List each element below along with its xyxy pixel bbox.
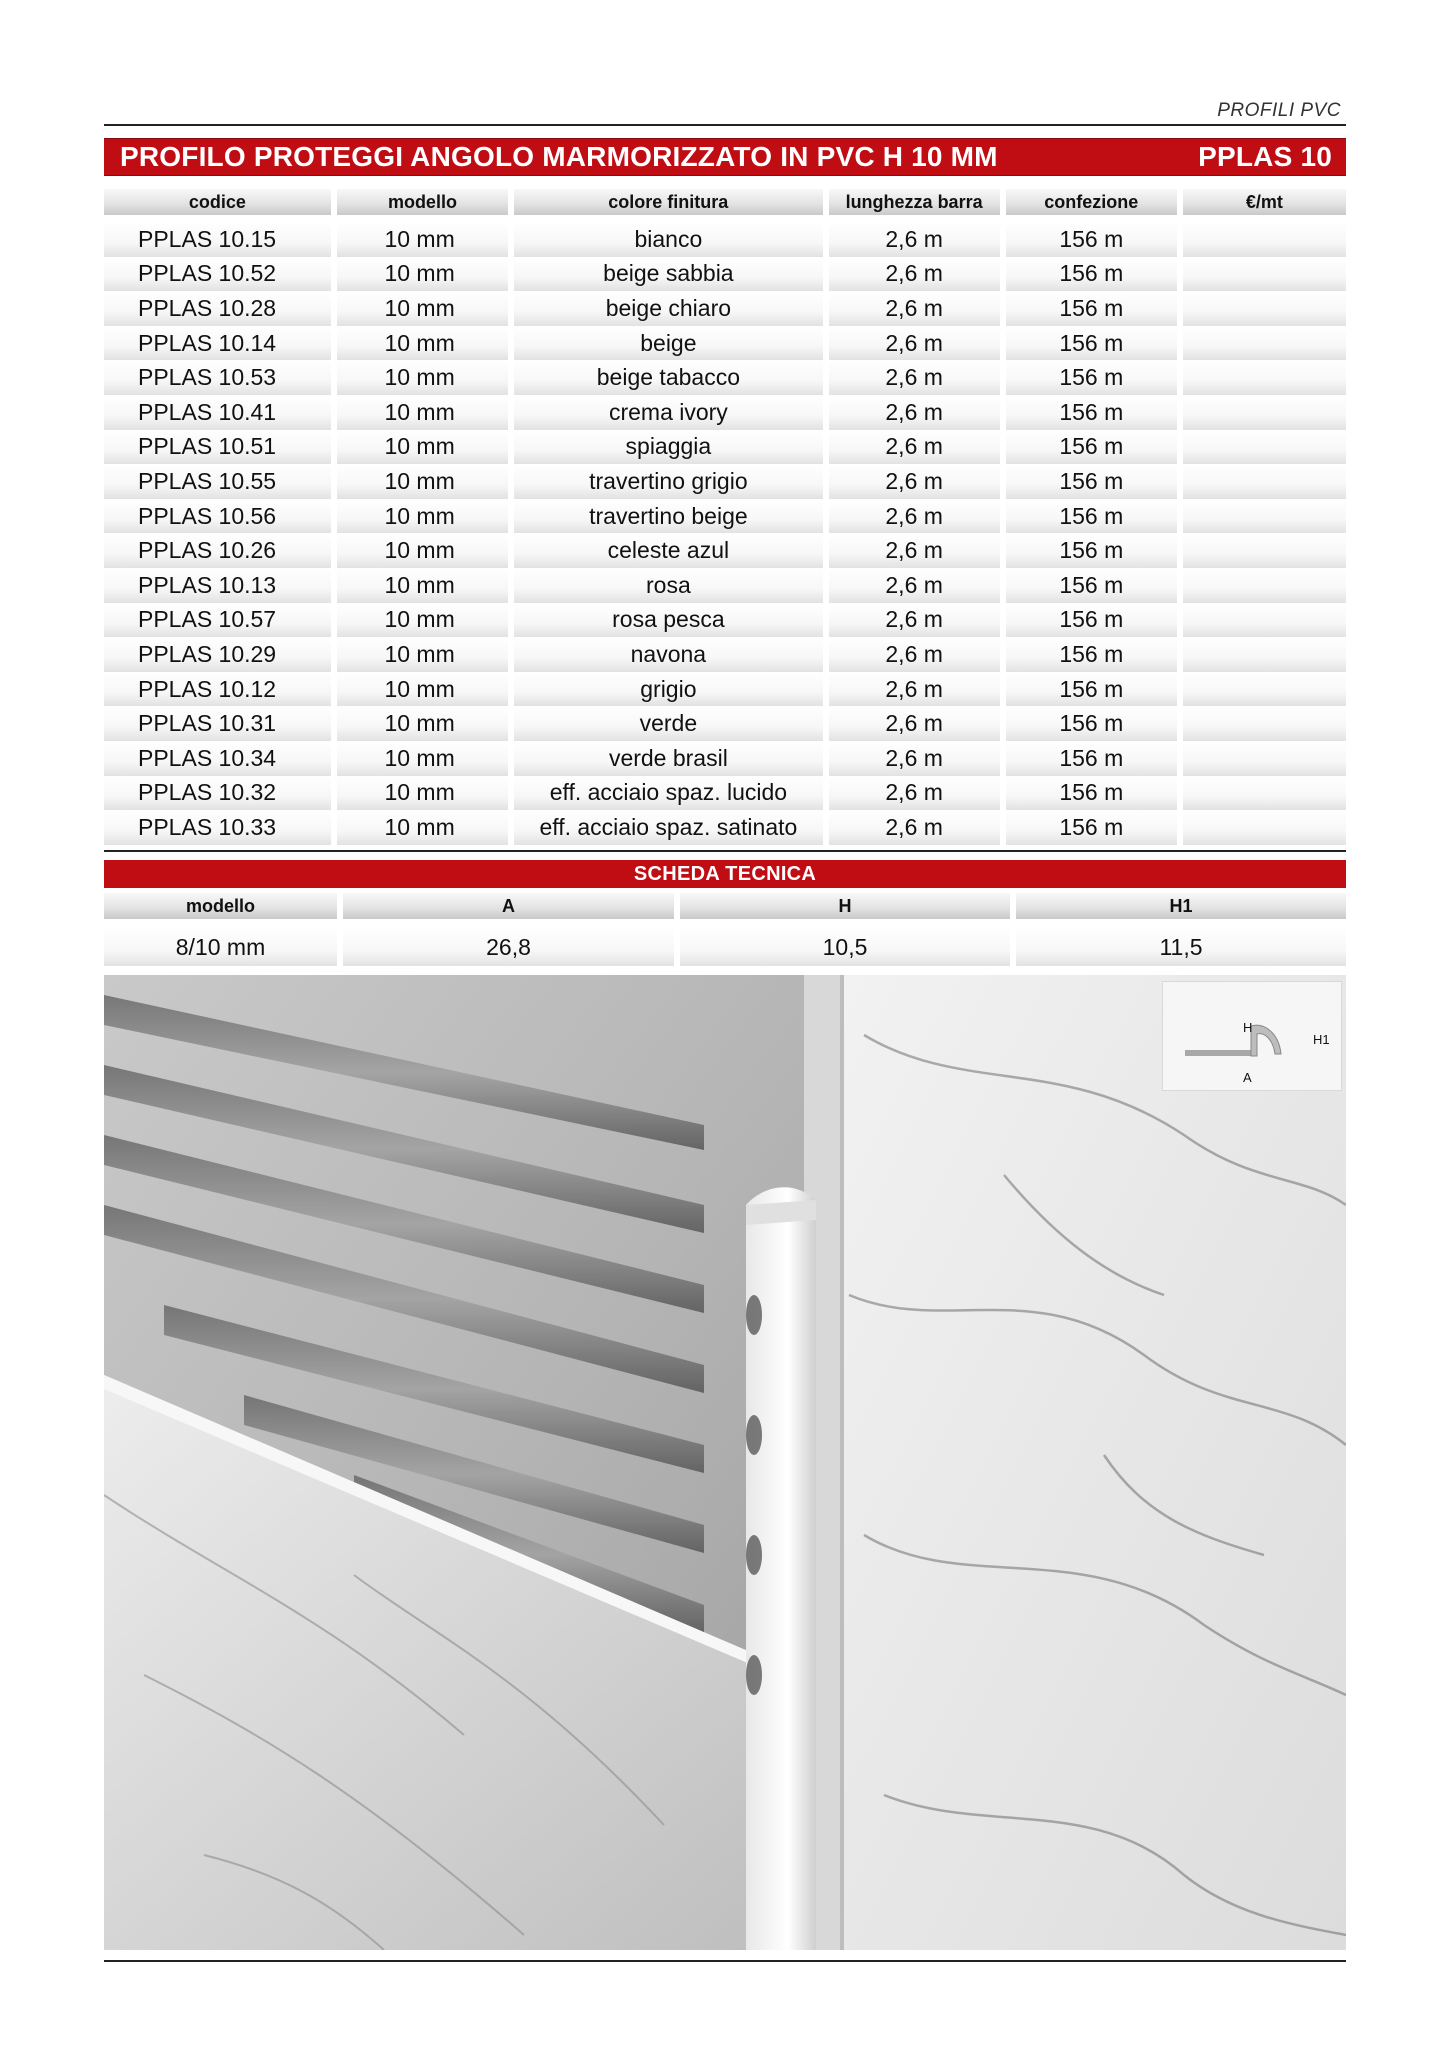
cell-confezione: 156 m bbox=[1006, 706, 1177, 741]
cell-modello: 10 mm bbox=[337, 706, 508, 741]
cell-colore: rosa pesca bbox=[514, 603, 822, 638]
cell-colore: eff. acciaio spaz. lucido bbox=[514, 776, 822, 811]
cell-colore: bianco bbox=[514, 222, 822, 257]
table-row bbox=[104, 464, 1346, 499]
product-title-bar bbox=[104, 138, 1346, 176]
cell-modello: 10 mm bbox=[337, 464, 508, 499]
cell-lunghezza: 2,6 m bbox=[829, 430, 1000, 465]
cell-prezzo bbox=[1183, 810, 1346, 845]
tech-cell-modello: 8/10 mm bbox=[104, 928, 337, 966]
cell-lunghezza: 2,6 m bbox=[829, 222, 1000, 257]
cell-modello: 10 mm bbox=[337, 291, 508, 326]
tech-header-h1: H1 bbox=[1016, 893, 1346, 919]
cell-colore: crema ivory bbox=[514, 395, 822, 430]
cell-lunghezza: 2,6 m bbox=[829, 395, 1000, 430]
cell-modello: 10 mm bbox=[337, 499, 508, 534]
table-row bbox=[104, 291, 1346, 326]
cell-codice: PPLAS 10.41 bbox=[104, 395, 331, 430]
cell-colore: verde brasil bbox=[514, 741, 822, 776]
tech-cell-h: 10,5 bbox=[680, 928, 1010, 966]
table-row bbox=[104, 533, 1346, 568]
cell-codice: PPLAS 10.51 bbox=[104, 430, 331, 465]
cell-prezzo bbox=[1183, 706, 1346, 741]
tech-cell-a: 26,8 bbox=[343, 928, 674, 966]
scheda-tecnica-title: SCHEDA TECNICA bbox=[633, 862, 817, 885]
table-row bbox=[104, 257, 1346, 292]
cell-colore: beige bbox=[514, 326, 822, 361]
diagram-label-h1: H1 bbox=[1313, 1032, 1330, 1047]
cell-colore: verde bbox=[514, 706, 822, 741]
cell-lunghezza: 2,6 m bbox=[829, 776, 1000, 811]
cell-lunghezza: 2,6 m bbox=[829, 291, 1000, 326]
cell-confezione: 156 m bbox=[1006, 533, 1177, 568]
cell-codice: PPLAS 10.32 bbox=[104, 776, 331, 811]
tech-table-row bbox=[104, 928, 1346, 966]
cell-modello: 10 mm bbox=[337, 568, 508, 603]
column-header-modello: modello bbox=[337, 189, 508, 215]
table-row bbox=[104, 776, 1346, 811]
cell-codice: PPLAS 10.55 bbox=[104, 464, 331, 499]
cell-lunghezza: 2,6 m bbox=[829, 810, 1000, 845]
cell-prezzo bbox=[1183, 222, 1346, 257]
cell-codice: PPLAS 10.26 bbox=[104, 533, 331, 568]
cell-colore: beige sabbia bbox=[514, 257, 822, 292]
cell-colore: rosa bbox=[514, 568, 822, 603]
tech-header-modello: modello bbox=[104, 893, 337, 919]
table-row bbox=[104, 603, 1346, 638]
cell-confezione: 156 m bbox=[1006, 464, 1177, 499]
table-row bbox=[104, 499, 1346, 534]
table-row bbox=[104, 672, 1346, 707]
cell-modello: 10 mm bbox=[337, 533, 508, 568]
cell-modello: 10 mm bbox=[337, 672, 508, 707]
cell-lunghezza: 2,6 m bbox=[829, 326, 1000, 361]
product-table-body bbox=[104, 222, 1346, 845]
cell-confezione: 156 m bbox=[1006, 326, 1177, 361]
cell-colore: beige tabacco bbox=[514, 360, 822, 395]
cell-codice: PPLAS 10.12 bbox=[104, 672, 331, 707]
cell-prezzo bbox=[1183, 430, 1346, 465]
cell-confezione: 156 m bbox=[1006, 499, 1177, 534]
product-title: PROFILO PROTEGGI ANGOLO MARMORIZZATO IN PVC H 10 MM bbox=[120, 141, 998, 172]
cell-confezione: 156 m bbox=[1006, 430, 1177, 465]
table-row bbox=[104, 360, 1346, 395]
cell-colore: eff. acciaio spaz. satinato bbox=[514, 810, 822, 845]
cell-confezione: 156 m bbox=[1006, 603, 1177, 638]
cell-codice: PPLAS 10.33 bbox=[104, 810, 331, 845]
cell-prezzo bbox=[1183, 464, 1346, 499]
tech-header-a: A bbox=[343, 893, 674, 919]
cell-prezzo bbox=[1183, 499, 1346, 534]
cell-confezione: 156 m bbox=[1006, 672, 1177, 707]
column-header-prezzo: €/mt bbox=[1183, 189, 1346, 215]
table-row bbox=[104, 430, 1346, 465]
cell-lunghezza: 2,6 m bbox=[829, 464, 1000, 499]
cell-codice: PPLAS 10.29 bbox=[104, 637, 331, 672]
product-table-header bbox=[104, 189, 1346, 215]
cell-codice: PPLAS 10.53 bbox=[104, 360, 331, 395]
cell-lunghezza: 2,6 m bbox=[829, 672, 1000, 707]
profile-section-diagram bbox=[1162, 981, 1342, 1091]
table-row bbox=[104, 706, 1346, 741]
cell-confezione: 156 m bbox=[1006, 568, 1177, 603]
column-header-colore-finitura: colore finitura bbox=[514, 189, 822, 215]
diagram-label-a: A bbox=[1243, 1070, 1252, 1085]
cell-confezione: 156 m bbox=[1006, 637, 1177, 672]
cell-prezzo bbox=[1183, 672, 1346, 707]
cell-codice: PPLAS 10.56 bbox=[104, 499, 331, 534]
cell-prezzo bbox=[1183, 257, 1346, 292]
cell-lunghezza: 2,6 m bbox=[829, 741, 1000, 776]
cell-modello: 10 mm bbox=[337, 395, 508, 430]
cell-modello: 10 mm bbox=[337, 637, 508, 672]
table-row bbox=[104, 395, 1346, 430]
column-header-confezione: confezione bbox=[1006, 189, 1177, 215]
cell-confezione: 156 m bbox=[1006, 291, 1177, 326]
cell-prezzo bbox=[1183, 776, 1346, 811]
cell-prezzo bbox=[1183, 326, 1346, 361]
cell-modello: 10 mm bbox=[337, 257, 508, 292]
cell-modello: 10 mm bbox=[337, 326, 508, 361]
cell-prezzo bbox=[1183, 637, 1346, 672]
column-header-lunghezza-barra: lunghezza barra bbox=[829, 189, 1000, 215]
cell-modello: 10 mm bbox=[337, 222, 508, 257]
cell-codice: PPLAS 10.31 bbox=[104, 706, 331, 741]
table-row bbox=[104, 326, 1346, 361]
cell-colore: celeste azul bbox=[514, 533, 822, 568]
cell-modello: 10 mm bbox=[337, 603, 508, 638]
section-label: PROFILI PVC bbox=[1217, 100, 1341, 121]
cell-prezzo bbox=[1183, 533, 1346, 568]
tech-table-header bbox=[104, 893, 1346, 919]
bottom-divider bbox=[104, 1960, 1346, 1962]
cell-codice: PPLAS 10.14 bbox=[104, 326, 331, 361]
cell-prezzo bbox=[1183, 741, 1346, 776]
cell-lunghezza: 2,6 m bbox=[829, 533, 1000, 568]
cell-lunghezza: 2,6 m bbox=[829, 499, 1000, 534]
cell-prezzo bbox=[1183, 291, 1346, 326]
cell-lunghezza: 2,6 m bbox=[829, 603, 1000, 638]
table-row bbox=[104, 222, 1346, 257]
product-photo bbox=[104, 975, 1346, 1950]
cell-codice: PPLAS 10.52 bbox=[104, 257, 331, 292]
product-code: PPLAS 10 bbox=[1198, 141, 1332, 172]
cell-modello: 10 mm bbox=[337, 776, 508, 811]
marble-corner-illustration bbox=[104, 975, 1346, 1950]
cell-colore: travertino beige bbox=[514, 499, 822, 534]
cell-confezione: 156 m bbox=[1006, 360, 1177, 395]
table-row bbox=[104, 568, 1346, 603]
cell-modello: 10 mm bbox=[337, 430, 508, 465]
cell-confezione: 156 m bbox=[1006, 776, 1177, 811]
column-header-codice: codice bbox=[104, 189, 331, 215]
cell-colore: spiaggia bbox=[514, 430, 822, 465]
cell-modello: 10 mm bbox=[337, 360, 508, 395]
table-row bbox=[104, 810, 1346, 845]
cell-lunghezza: 2,6 m bbox=[829, 257, 1000, 292]
tech-header-h: H bbox=[680, 893, 1010, 919]
cell-lunghezza: 2,6 m bbox=[829, 568, 1000, 603]
cell-colore: grigio bbox=[514, 672, 822, 707]
cell-codice: PPLAS 10.57 bbox=[104, 603, 331, 638]
cell-codice: PPLAS 10.28 bbox=[104, 291, 331, 326]
top-divider bbox=[104, 124, 1346, 126]
table-row bbox=[104, 741, 1346, 776]
cell-codice: PPLAS 10.34 bbox=[104, 741, 331, 776]
cell-colore: navona bbox=[514, 637, 822, 672]
cell-confezione: 156 m bbox=[1006, 395, 1177, 430]
table-row bbox=[104, 637, 1346, 672]
cell-prezzo bbox=[1183, 395, 1346, 430]
cell-confezione: 156 m bbox=[1006, 257, 1177, 292]
scheda-tecnica-bar bbox=[104, 860, 1346, 888]
cell-colore: beige chiaro bbox=[514, 291, 822, 326]
cell-codice: PPLAS 10.15 bbox=[104, 222, 331, 257]
cell-lunghezza: 2,6 m bbox=[829, 360, 1000, 395]
cell-lunghezza: 2,6 m bbox=[829, 706, 1000, 741]
cell-modello: 10 mm bbox=[337, 810, 508, 845]
cell-prezzo bbox=[1183, 360, 1346, 395]
table-divider bbox=[104, 850, 1346, 852]
cell-lunghezza: 2,6 m bbox=[829, 637, 1000, 672]
cell-prezzo bbox=[1183, 568, 1346, 603]
cell-colore: travertino grigio bbox=[514, 464, 822, 499]
cell-modello: 10 mm bbox=[337, 741, 508, 776]
diagram-label-h: H bbox=[1243, 1020, 1253, 1035]
cell-prezzo bbox=[1183, 603, 1346, 638]
cell-confezione: 156 m bbox=[1006, 741, 1177, 776]
cell-confezione: 156 m bbox=[1006, 222, 1177, 257]
tech-cell-h1: 11,5 bbox=[1016, 928, 1346, 966]
cell-codice: PPLAS 10.13 bbox=[104, 568, 331, 603]
cell-confezione: 156 m bbox=[1006, 810, 1177, 845]
